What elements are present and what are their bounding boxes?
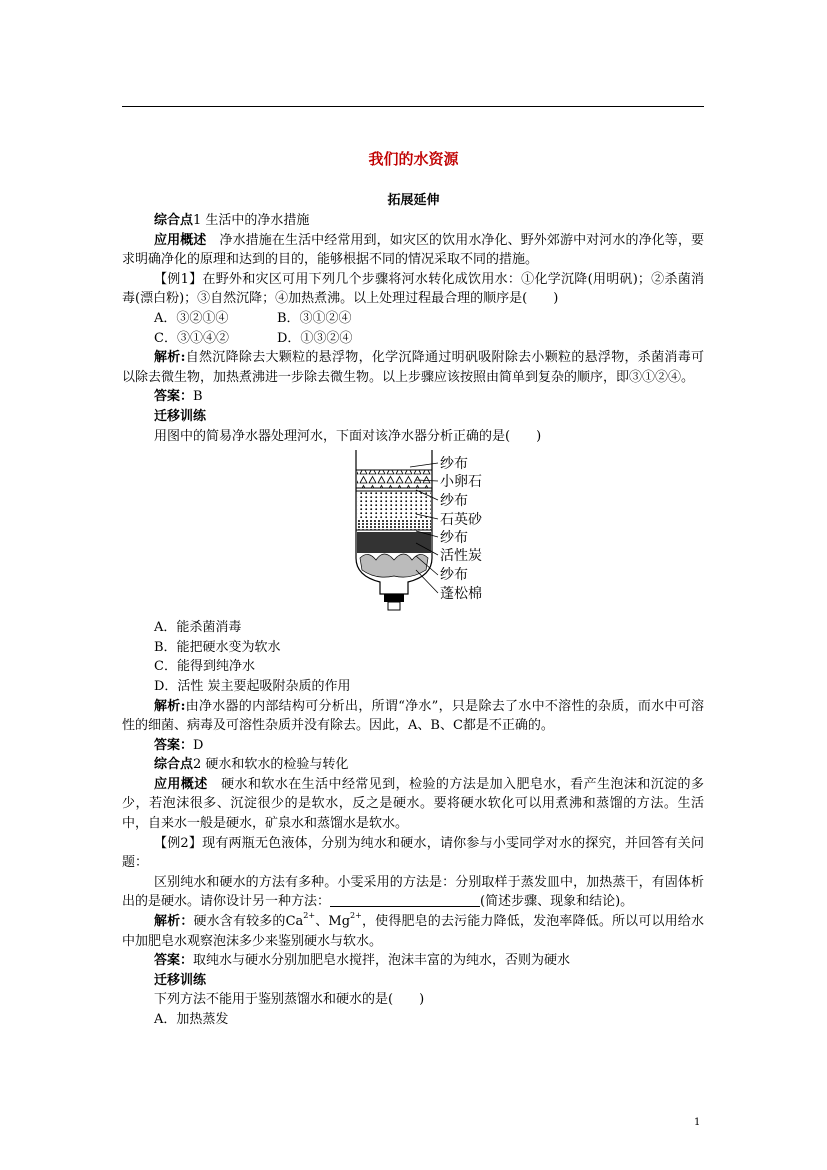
transfer1-option-b: B．能把硬水变为软水 xyxy=(154,639,281,655)
outlet-icon xyxy=(384,594,404,602)
transfer1-answer: 答案：D xyxy=(154,737,204,753)
point1-overview: 应用概述 净水措施在生活中经常用到，如灾区的饮用水净化、野外郊游中对河水的净化等，要求明确净化的原理和达到的目的，能够根据不同的情况采取不同的措施。 xyxy=(122,232,704,268)
transfer1-option-a: A．能杀菌消毒 xyxy=(154,620,242,636)
page-number: 1 xyxy=(694,1117,701,1128)
label-pebbles: 小卵石 xyxy=(440,474,482,491)
section-subtitle: 拓展延伸 xyxy=(387,193,440,208)
point2-overview: 应用概述 硬水和软水在生活中经常见到，检验的方法是加入肥皂水，看产生泡沫和沉淀的多少，若泡沫很多、沉淀很少的是软水，反之是硬水。要将硬水软化可以用煮沸和蒸馏的方法。生活中，自来水一般是硬水，矿泉水和蒸馏水是软水。 xyxy=(122,776,704,832)
example1-options-cd: C．③①④② D．①③②④ xyxy=(154,330,353,346)
activated-carbon-layer xyxy=(357,532,431,553)
example1-answer: 答案：B xyxy=(154,389,203,405)
transfer1-heading: 迁移训练 xyxy=(154,408,207,424)
water-purifier-diagram xyxy=(350,448,500,616)
transfer1-option-d: D．活性 炭主要起吸附杂质的作用 xyxy=(154,678,351,694)
figure-labels xyxy=(440,455,483,602)
point2-heading: 综合点2 硬水和软水的检验与转化 xyxy=(154,757,349,773)
transfer2-question: 下列方法不能用于鉴别蒸馏水和硬水的是( ) xyxy=(154,992,425,1008)
transfer1-question: 用图中的简易净水器处理河水，下面对该净水器分析正确的是( ) xyxy=(154,428,542,444)
label-gauze-1: 纱布 xyxy=(440,456,468,473)
transfer2-heading: 迁移训练 xyxy=(154,972,207,988)
example1: 【例1】在野外和灾区可用下列几个步骤将河水转化成饮用水：①化学沉降(用明矾)；②杀菌消毒(漂白粉)；③自然沉降；④加热煮沸。以上处理过程最合理的顺序是( ) xyxy=(122,271,704,307)
label-activated-carbon: 活性炭 xyxy=(440,548,482,565)
transfer1-option-c: C．能得到纯净水 xyxy=(154,659,255,675)
quartz-sand-layer xyxy=(357,492,431,520)
page-title: 我们的水资源 xyxy=(368,150,459,168)
label-gauze-3: 纱布 xyxy=(440,530,468,547)
pebble-layer xyxy=(357,470,431,488)
transfer1-analysis: 解析:由净水器的内部结构可分析出，所谓“净水”，只是除去了水中不溶性的杂质，而水中可溶性的细菌、病毒及可溶性杂质并没有除去。因此，A、B、C都是不正确的。 xyxy=(122,698,704,734)
header-rule xyxy=(122,106,704,107)
document-body xyxy=(122,211,704,1030)
label-gauze-4: 纱布 xyxy=(440,567,468,584)
label-quartz-sand: 石英砂 xyxy=(440,512,482,529)
label-gauze-2: 纱布 xyxy=(440,493,468,510)
example1-analysis: 解析:自然沉降除去大颗粒的悬浮物，化学沉降通过明矾吸附除去小颗粒的悬浮物，杀菌消毒可以除去微生物，加热煮沸进一步除去微生物。以上步骤应该按照由简单到复杂的顺序，即③①②④。 xyxy=(122,350,704,385)
water-purifier-figure xyxy=(122,446,704,618)
example1-options-ab: A．③②①④ B．③①②④ xyxy=(154,310,352,326)
label-cotton: 蓬松棉 xyxy=(440,586,482,603)
example2-answer: 答案：取纯水与硬水分别加肥皂水搅拌，泡沫丰富的为纯水，否则为硬水 xyxy=(154,953,571,969)
point1-heading: 综合点1 生活中的净水措施 xyxy=(154,213,310,228)
example2-analysis: 解析：硬水含有较多的$Ca^{2+}$、$Mg^{2+}$，使得肥皂的去污能力降低，发泡率降低。所以可以用给水中加肥皂水观察泡沫多少来鉴别硬水与软水。 xyxy=(122,911,704,949)
answer-blank[interactable] xyxy=(330,894,480,907)
transfer2-option-a: A．加热蒸发 xyxy=(154,1012,229,1027)
example2-question: 区别纯水和硬水的方法有多种。小雯采用的方法是：分别取样于蒸发皿中，加热蒸干，有固体析出的是硬水。请你设计另一种方法： (简述步骤、现象和结论)。 xyxy=(122,874,704,910)
example2: 【例2】现有两瓶无色液体，分别为纯水和硬水，请你参与小雯同学对水的探究，并回答有关问题： xyxy=(122,835,704,871)
